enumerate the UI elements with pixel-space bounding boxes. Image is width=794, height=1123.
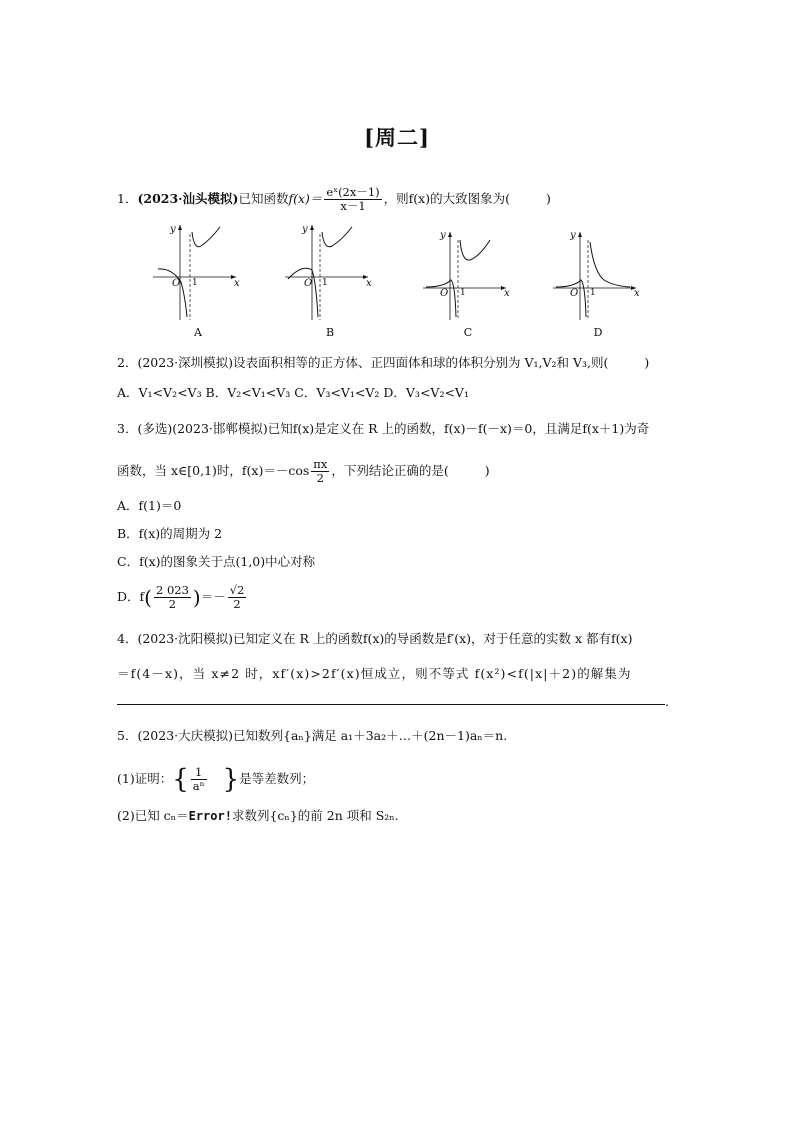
graph-d[interactable] — [548, 222, 648, 342]
graph-c[interactable] — [418, 222, 518, 342]
q5-part-2 — [117, 808, 399, 824]
graph-b-one: 1 — [322, 278, 328, 288]
graph-b-y-label: y — [302, 224, 308, 235]
question-4 — [117, 631, 632, 647]
q5-p2-a: (2)已知 cₙ＝ — [117, 808, 189, 823]
q5-number: 5． — [117, 728, 138, 743]
graph-a-y-label: y — [170, 224, 176, 235]
q4-number: 4． — [117, 631, 138, 646]
q3-text-2a: 函数，当 x∈[0,1)时，f(x)＝－cos — [117, 463, 310, 478]
question-4-line-2: ＝f(4－x)，当 x≠2 时，xf′(x)>2f′(x)恒成立，则不等式 f(x²)<f(|x|＋2)的解集为 — [117, 666, 632, 681]
graph-a[interactable] — [148, 222, 248, 342]
q5-part-1: (1)证明：{ $\frac{1}{\text{aⁿ}}$ }是等差数列； — [117, 764, 315, 795]
graph-b-plot — [280, 222, 380, 322]
graph-a-caption: A — [194, 326, 202, 339]
q5-p2-b: 求数列{cₙ}的前 2n 项和 S₂ₙ. — [231, 808, 399, 823]
graph-d-x-label: x — [634, 288, 640, 299]
graph-a-plot — [148, 222, 248, 322]
q2-text: (2023·深圳模拟)设表面积相等的正方体、正四面体和球的体积分别为 V₁,V₂和 V₃,则( — [137, 355, 609, 370]
graph-c-one: 1 — [460, 288, 466, 298]
q5-p2-error: Error! — [188, 809, 232, 823]
q3-optd-a: D．f — [117, 589, 145, 604]
graph-d-y-label: y — [570, 230, 576, 241]
graph-c-caption: C — [463, 326, 473, 339]
q3-option-c[interactable]: C．f(x)的图象关于点(1,0)中心对称 — [117, 554, 316, 569]
question-5 — [117, 728, 507, 744]
graph-a-one: 1 — [192, 278, 198, 288]
q1-fx: f(x)＝ — [288, 191, 323, 206]
q5-p1-fraction — [191, 766, 207, 793]
q3-close-paren: ) — [484, 463, 490, 478]
q3-optd-root-fraction — [228, 584, 247, 611]
q1-source: (2023·汕头模拟) — [137, 191, 239, 206]
question-2 — [117, 355, 649, 371]
q1-numerator: eˣ(2x－1) — [326, 185, 380, 199]
graph-c-y-label: y — [440, 230, 446, 241]
question-3-line-2 — [117, 458, 490, 485]
graph-b-origin: O — [304, 278, 313, 289]
q5-p1-b: 是等差数列； — [239, 771, 315, 786]
q2-number: 2． — [117, 355, 138, 370]
q1-text-a: 已知函数 — [238, 191, 289, 206]
q1-number: 1． — [117, 191, 138, 206]
graph-c-x-label: x — [504, 288, 510, 299]
graph-c-plot — [418, 222, 518, 322]
q2-options[interactable]: A．V₁<V₂<V₃ B．V₂<V₁<V₃ C．V₃<V₁<V₂ D．V₃<V₂<V₁ — [117, 385, 469, 400]
q3-optd-fraction — [154, 584, 191, 611]
q3-option-a[interactable]: A．f(1)＝0 — [117, 498, 182, 513]
q1-fraction — [324, 186, 381, 213]
q1-denominator: x－1 — [340, 199, 366, 213]
page-title: [周二] — [364, 125, 430, 150]
graph-b-x-label: x — [366, 278, 372, 289]
question-1 — [117, 186, 551, 213]
graph-a-x-label: x — [234, 278, 240, 289]
graph-a-origin: O — [172, 278, 181, 289]
q3-optd-den: 2 — [168, 597, 177, 611]
q3-option-d[interactable]: D．f( $\frac{2 023}{2}$ )＝－ $\frac{√2}{2}$ — [117, 583, 245, 611]
q5-p1-a: (1)证明： — [117, 771, 173, 786]
q4-answer-blank[interactable] — [117, 704, 665, 705]
q1-close-paren: ) — [545, 191, 551, 206]
graph-d-caption: D — [593, 326, 603, 339]
graph-b-caption: B — [325, 326, 335, 339]
graph-d-origin: O — [570, 288, 579, 299]
q3-optd-rnum: √2 — [229, 583, 245, 597]
q1-text-b: ，则f(x)的大致图象为( — [383, 191, 510, 206]
graph-b[interactable] — [280, 222, 380, 342]
graph-d-plot — [548, 222, 648, 322]
q3-optd-rden: 2 — [233, 597, 241, 611]
q3-text-1: (多选)(2023·邯郸模拟)已知f(x)是定义在 R 上的函数，f(x)－f(－x)＝0，且满足f(x＋1)为奇 — [137, 421, 650, 436]
q3-optd-num: 2 023 — [155, 583, 189, 597]
q5-p1-den: aⁿ — [192, 779, 205, 793]
q3-frac-num: πx — [313, 457, 328, 471]
q5-text: (2023·大庆模拟)已知数列{aₙ}满足 a₁＋3a₂＋…＋(2n－1)aₙ＝n. — [137, 728, 508, 743]
q3-text-2b: ，下列结论正确的是( — [331, 463, 449, 478]
q3-number: 3． — [117, 421, 138, 436]
graph-c-origin: O — [440, 288, 449, 299]
q5-p1-num: 1 — [191, 766, 207, 780]
q3-optd-b: ＝－ — [200, 589, 226, 604]
q2-close-paren: ) — [644, 355, 650, 370]
q3-fraction — [311, 458, 329, 485]
q4-end-period: . — [665, 694, 669, 709]
q3-frac-den: 2 — [316, 471, 324, 485]
q4-text-1: (2023·沈阳模拟)已知定义在 R 上的函数f(x)的导函数是f′(x)，对于任意的实数 x 都有f(x) — [137, 631, 633, 646]
q3-option-b[interactable]: B．f(x)的周期为 2 — [117, 526, 223, 541]
graph-d-one: 1 — [590, 288, 596, 298]
question-3 — [117, 421, 649, 437]
